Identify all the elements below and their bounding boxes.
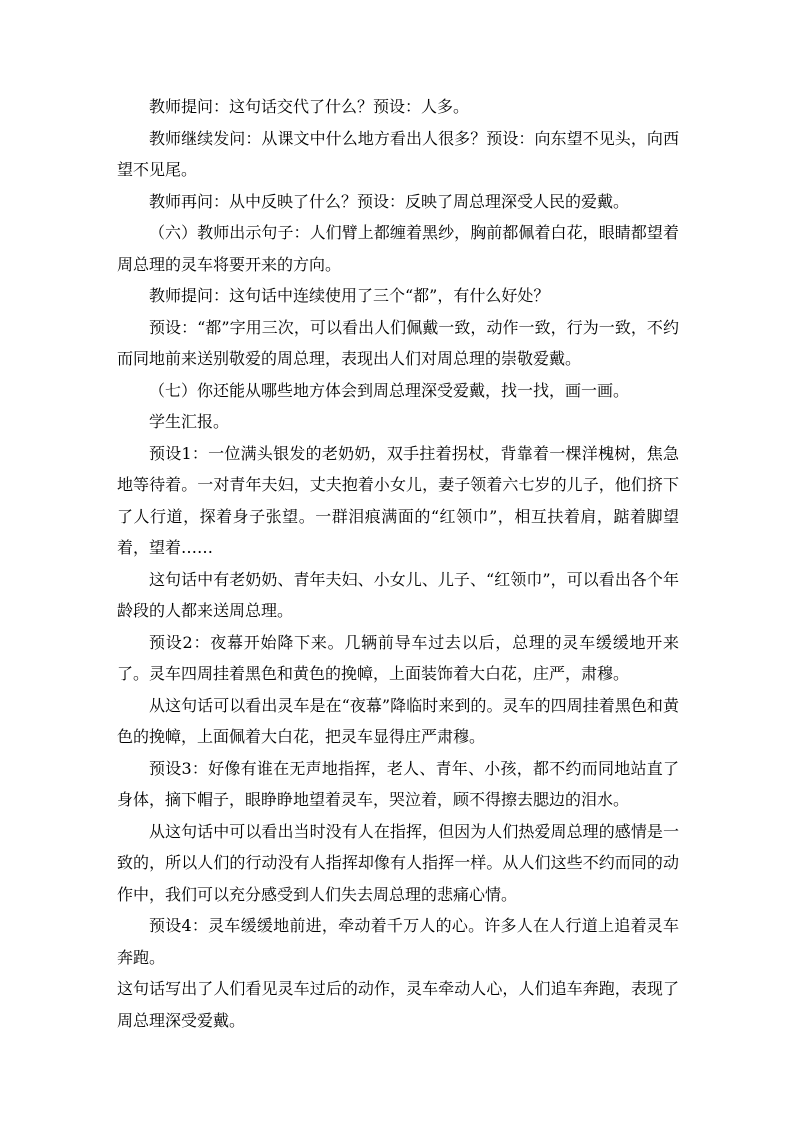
- paragraph-3: 教师再问：从中反映了什么？预设：反映了周总理深受人民的爱戴。: [149, 191, 630, 211]
- paragraph-15: 预设4：灵车缓缓地前进，牵动着千万人的心。许多人在人行道上追着灵车奔跑。: [117, 916, 679, 967]
- paragraph-1: 教师提问：这句话交代了什么？预设：人多。: [149, 97, 470, 116]
- paragraph-13: 预设3：好像有谁在无声地指挥，老人、青年、小孩，都不约而同地站直了身体，摘下帽子，眼睁睁地望着灵车，哭泣着，顾不得擦去腮边的泪水。: [117, 758, 679, 809]
- paragraph-10: 这句话中有老奶奶、青年夫妇、小女儿、儿子、“红领巾”，可以看出各个年龄段的人都来送周总理。: [117, 569, 679, 620]
- paragraph-8: 学生汇报。: [149, 412, 230, 431]
- paragraph-9: 预设1：一位满头银发的老奶奶，双手拄着拐杖，背靠着一棵洋槐树，焦急地等待着。一对青年夫妇，丈夫抱着小女儿，妻子领着六七岁的儿子，他们挤下了人行道，探着身子张望。一群泪痕满面的“红领巾”，相互扶着肩，踮着脚望着，望着……: [117, 443, 679, 557]
- paragraph-6: 预设：“都”字用三次，可以看出人们佩戴一致，动作一致，行为一致，不约而同地前来送别敬爱的周总理，表现出人们对周总理的崇敬爱戴。: [117, 317, 679, 368]
- paragraph-14: 从这句话中可以看出当时没有人在指挥，但因为人们热爱周总理的感情是一致的，所以人们的行动没有人指挥却像有人指挥一样。从人们这些不约而同的动作中，我们可以充分感受到人们失去周总理的悲痛心情。: [117, 821, 679, 904]
- document-body: [117, 91, 679, 1036]
- paragraph-16: 这句话写出了人们看见灵车过后的动作，灵车牵动人心，人们追车奔跑，表现了周总理深受爱戴。: [117, 979, 679, 1030]
- paragraph-11: 预设2：夜幕开始降下来。几辆前导车过去以后，总理的灵车缓缓地开来了。灵车四周挂着黑色和黄色的挽幛，上面装饰着大白花，庄严，肃穆。: [117, 632, 679, 683]
- paragraph-5: 教师提问：这句话中连续使用了三个“都”，有什么好处？: [149, 286, 550, 305]
- paragraph-4: （六）教师出示句子：人们臂上都缠着黑纱，胸前都佩着白花，眼睛都望着周总理的灵车将要开来的方向。: [117, 223, 679, 274]
- paragraph-7: （七）你还能从哪些地方体会到周总理深受爱戴，找一找，画一画。: [149, 380, 630, 400]
- paragraph-12: 从这句话可以看出灵车是在“夜幕”降临时来到的。灵车的四周挂着黑色和黄色的挽幛，上面佩着大白花，把灵车显得庄严肃穆。: [117, 695, 679, 746]
- paragraph-2: 教师继续发问：从课文中什么地方看出人很多？预设：向东望不见头，向西望不见尾。: [117, 128, 679, 179]
